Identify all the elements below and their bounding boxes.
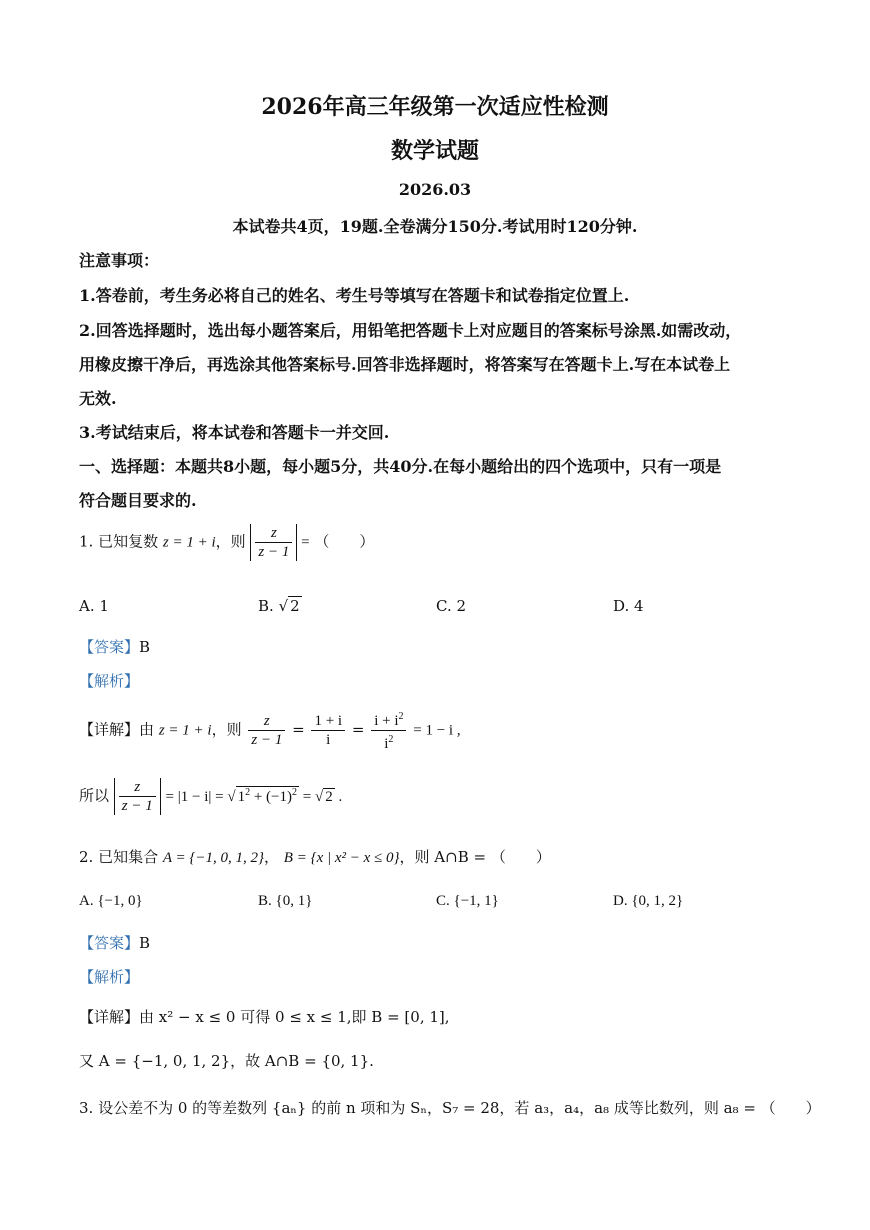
exam-summary: 本试卷共4页，19题.全卷满分150分.考试用时120分钟.	[232, 217, 638, 236]
q1-detail-text-2: ，则	[211, 720, 242, 739]
note-item-2-line-3: 无效.	[79, 389, 117, 408]
note-item-2-line-2: 用橡皮擦干净后，再选涂其他答案标号.回答非选择题时，将答案写在答题卡上.写在本试卷上	[79, 355, 731, 374]
q1-given: z = 1 + i	[162, 534, 216, 551]
q1-option-a: A. 1	[79, 597, 109, 615]
q1-answer-value: B	[139, 638, 151, 656]
section-heading-line-1: 一、选择题：本题共8小题，每小题5分，共40分.在每小题给出的四个选项中，只有一项是	[79, 457, 722, 476]
q2-option-c: C. {−1, 1}	[436, 893, 499, 909]
q2-option-b: B. {0, 1}	[258, 893, 313, 909]
q1-prefix: 1. 已知复数	[79, 532, 159, 551]
q1-detail-frac-3: $\frac{i + i^2}{i^2}$	[371, 708, 406, 753]
question-1-stem: 1. 已知复数 z = 1 + i，则 $\frac{z}{z - 1}$ = （ ）	[79, 525, 375, 560]
q1-option-b-value: 2	[290, 597, 300, 615]
question-2-stem: 2. 已知集合 A = {−1, 0, 1, 2}， B = {x | x² − x ≤ 0}，则 A∩B = （ ）	[79, 848, 551, 866]
q2-option-a: A. {−1, 0}	[79, 893, 143, 909]
q2-detail	[79, 1006, 450, 1027]
q2-detail-text: 由 x² − x ≤ 0 可得 0 ≤ x ≤ 1,即 B = [0, 1],	[139, 1008, 450, 1026]
q1-option-b: B. √ 2	[258, 597, 300, 615]
exam-date: 2026.03	[398, 180, 472, 199]
q2-analysis-tag: 【解析】	[79, 968, 140, 986]
q1-detail-given: z = 1 + i	[158, 722, 212, 739]
q1-option-d: D. 4	[613, 597, 644, 615]
q1-detail-frac-1: $\frac{z}{z - 1}$	[248, 712, 285, 749]
q2-ask: ，则 A∩B = （ ）	[399, 848, 551, 866]
q2-set-a: A = {−1, 0, 1, 2}	[162, 850, 265, 866]
q2-answer-value: B	[139, 934, 151, 952]
q1-so: 所以 $\frac{z}{z - 1}$ = |1 − i| = √ $1^2 + (-1)^2$ = √ 2 .	[79, 779, 343, 814]
q2-option-d: D. {0, 1, 2}	[613, 893, 684, 909]
q2-prefix: 2. 已知集合	[79, 848, 159, 866]
q1-detail-text-1: 由	[139, 720, 155, 739]
note-item-1: 1.答卷前，考生务必将自己的姓名、考生号等填写在答题卡和试卷指定位置上.	[79, 286, 630, 305]
q1-option-c: C. 2	[436, 597, 467, 615]
q1-blank: （ ）	[314, 532, 375, 551]
question-3-stem: 3. 设公差不为 0 的等差数列 {aₙ} 的前 n 项和为 Sₙ，S₇ = 28，若 a₃，a₄，a₈ 成等比数列，则 a₈ = （ ）	[79, 1099, 821, 1117]
exam-subject: 数学试题	[390, 138, 479, 164]
q1-detail-frac-2: $\frac{1 + i}{i}$	[311, 712, 345, 749]
q2-answer	[79, 932, 150, 953]
note-item-2-line-1: 2.回答选择题时，选出每小题答案后，用铅笔把答题卡上对应题目的答案标号涂黑.如需改动，	[79, 321, 742, 340]
q1-then: ，则	[215, 532, 246, 551]
q1-option-b-label: B.	[258, 597, 274, 615]
q1-so-text: 所以	[79, 786, 110, 805]
q1-detail-tag: 【详解】	[79, 720, 140, 739]
q2-detail-tag: 【详解】	[79, 1008, 140, 1026]
q1-answer	[79, 636, 150, 657]
q2-answer-tag: 【答案】	[79, 934, 140, 952]
notes-heading: 注意事项：	[79, 251, 160, 270]
note-item-3: 3.考试结束后，将本试卷和答题卡一并交回.	[79, 423, 390, 442]
q1-analysis-tag: 【解析】	[79, 672, 140, 690]
q2-set-b: B = {x | x² − x ≤ 0}	[283, 850, 400, 866]
q1-detail: 【详解】由 z = 1 + i，则 $\frac{z}{z - 1}$ = $\frac{1 + i}{i}$ = $\frac{i + i^2}{i^2}$ = 1 − i ,	[79, 708, 461, 753]
q1-abs-fraction: $\frac{z}{z - 1}$	[250, 524, 297, 561]
q2-conclusion: 又 A = {−1, 0, 1, 2}，故 A∩B = {0, 1}.	[79, 1052, 374, 1070]
exam-title: 2026年高三年级第一次适应性检测	[261, 94, 609, 120]
q1-answer-tag: 【答案】	[79, 638, 140, 656]
section-heading-line-2: 符合题目要求的.	[79, 491, 197, 510]
